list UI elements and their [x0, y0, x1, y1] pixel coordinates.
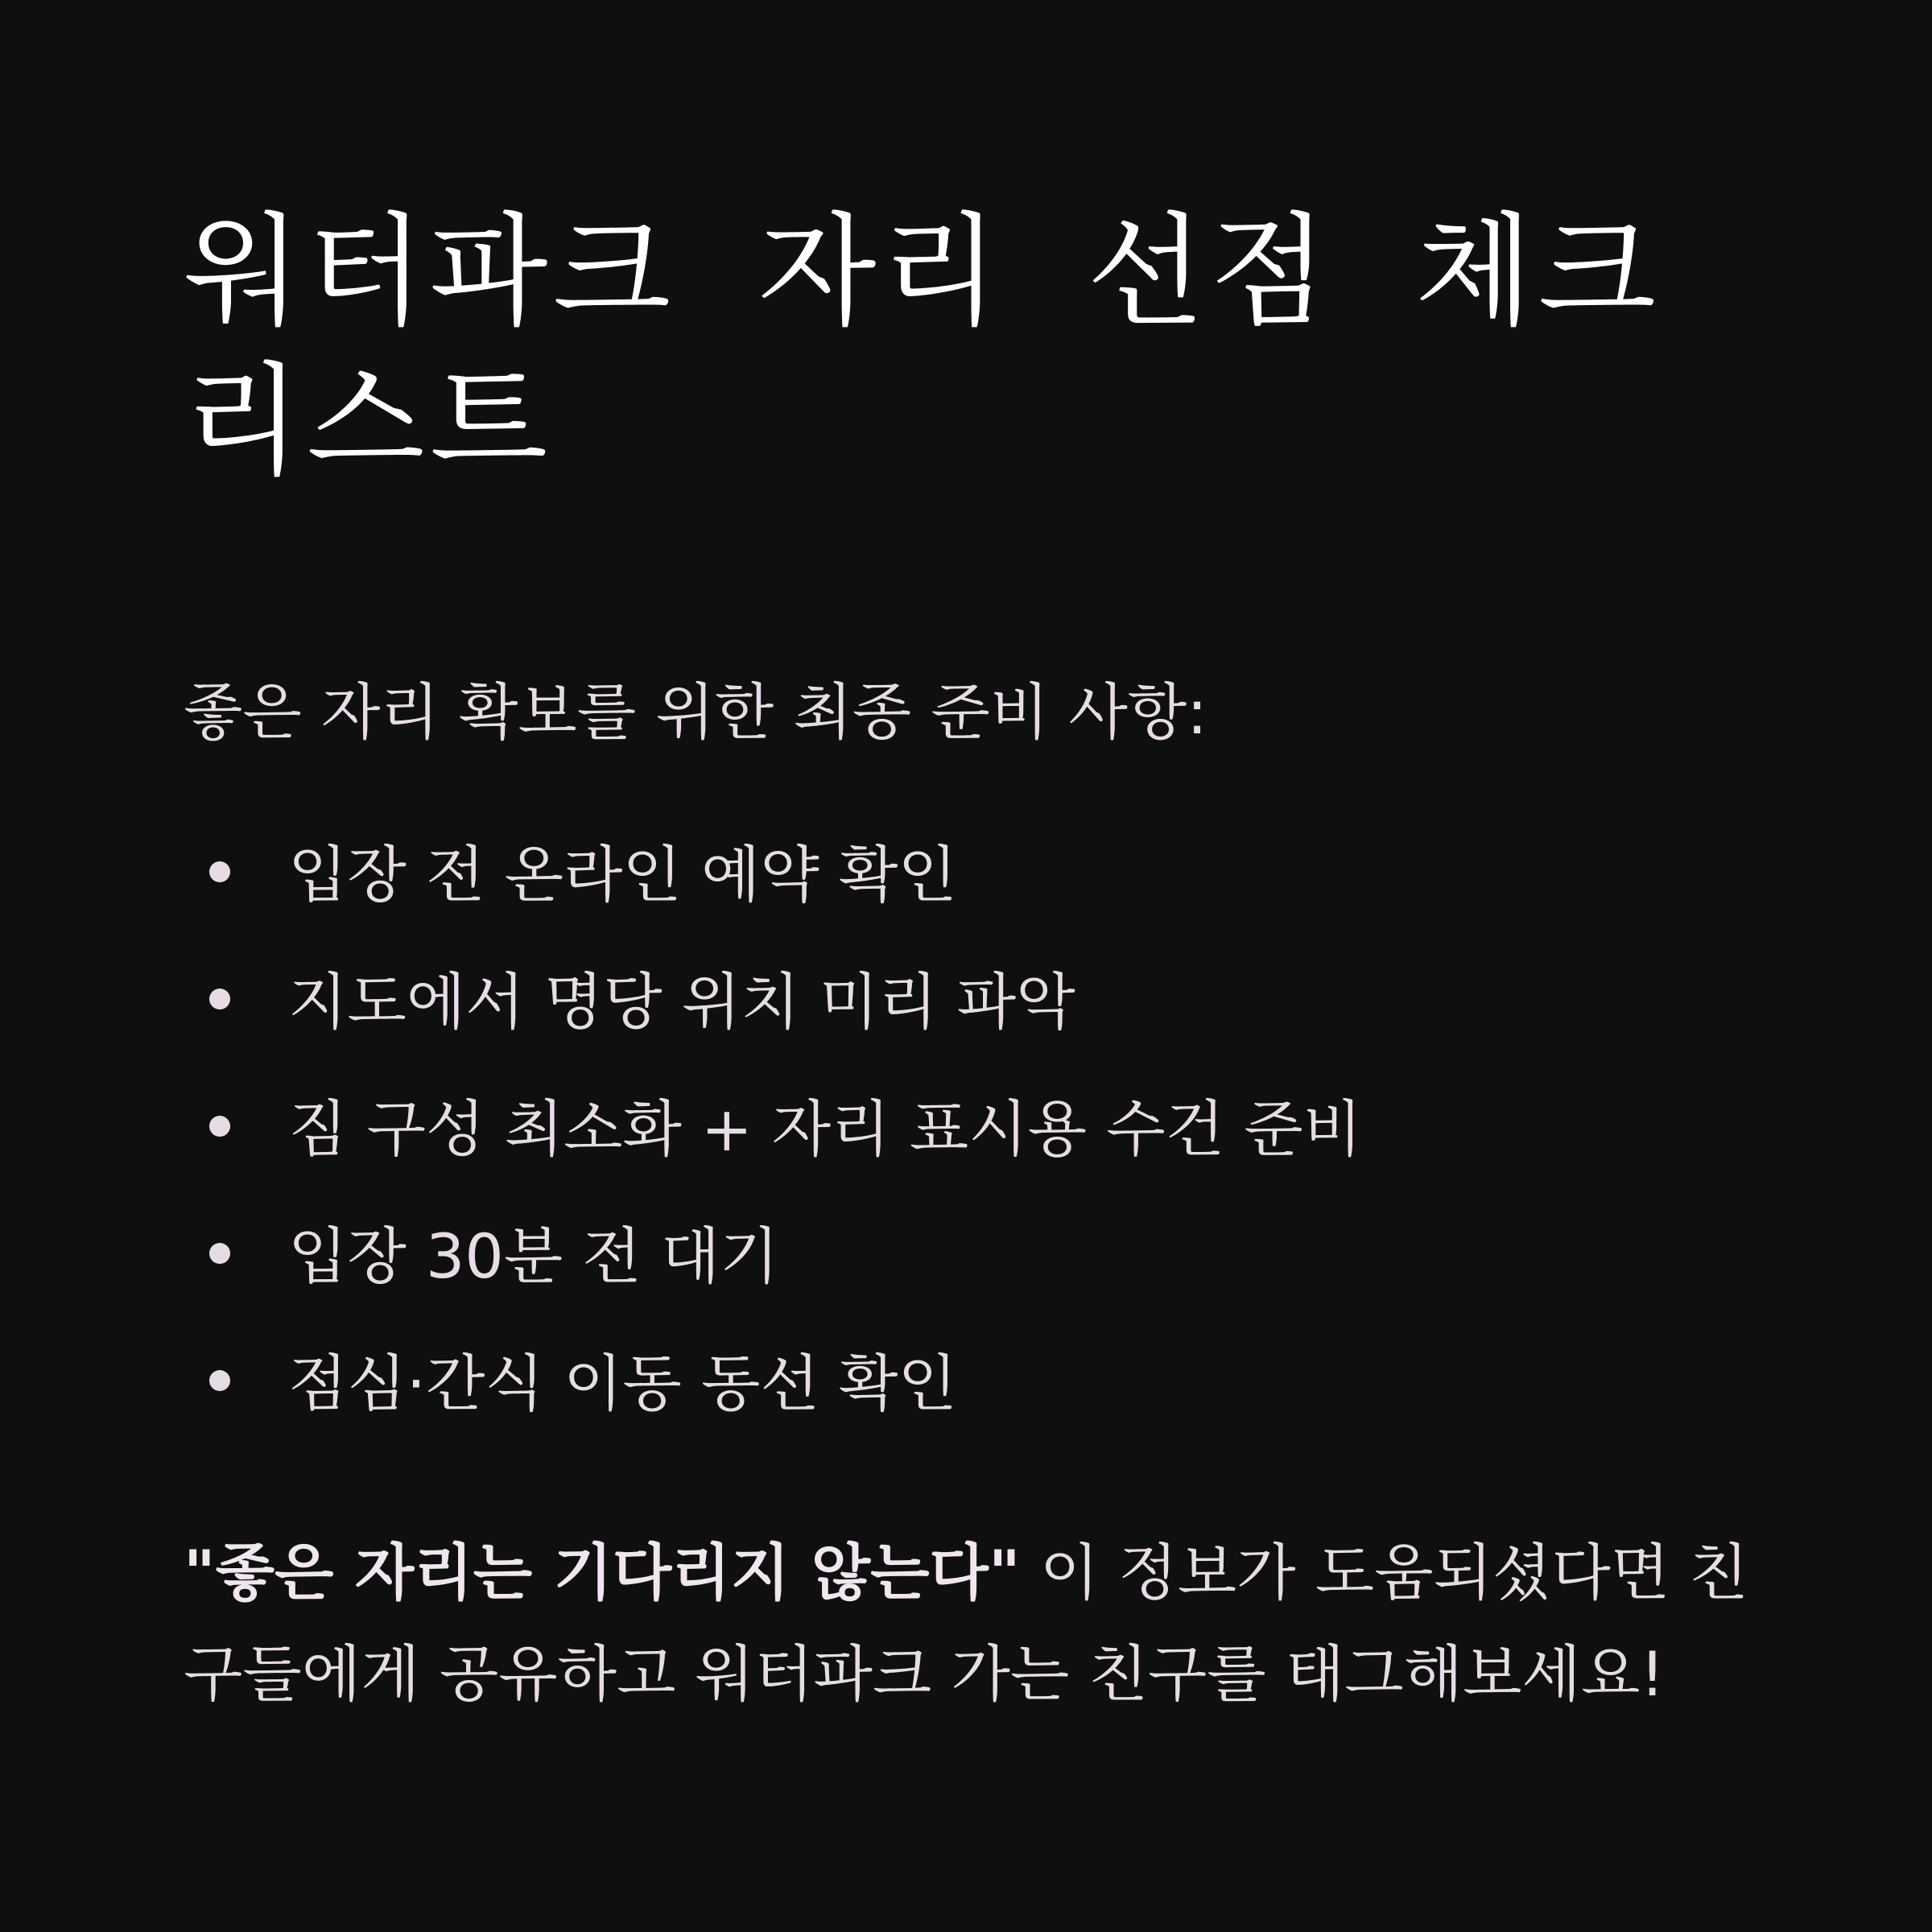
bullet-icon: [209, 1370, 230, 1391]
subtitle: 좋은 자리 확보를 위한 최종 준비 사항:: [184, 676, 1208, 748]
checklist-item: [184, 1187, 1748, 1315]
checklist-item: [184, 806, 1748, 933]
checklist-item-label: 입장 전 온라인 예약 확인: [288, 838, 957, 910]
closing-text: 이 정보가 도움되셨다면 친구들에게 공유하고 워터파크 가는 친구를 태그해보세요!: [184, 1537, 1748, 1710]
bullet-icon: [209, 989, 230, 1009]
bullet-icon: [209, 1243, 230, 1264]
checklist-item-label: 짐 구성 최소화 + 자리 표시용 수건 준비: [288, 1092, 1363, 1165]
page-title: 워터파크 자리 선점 체크리스트: [184, 200, 1662, 493]
checklist-item-label: 입장 30분 전 대기: [288, 1220, 779, 1292]
checklist-item: [184, 933, 1748, 1060]
closing-quote: "좋은 자리는 기다리지 않는다": [184, 1537, 1021, 1608]
checklist-item: [184, 1060, 1748, 1187]
bullet-icon: [209, 861, 230, 882]
checklist: [184, 806, 1748, 1442]
checklist-item: [184, 1315, 1748, 1442]
closing-message: [184, 1522, 1748, 1725]
checklist-item-label: 점심·간식 이동 동선 확인: [288, 1347, 957, 1419]
bullet-icon: [209, 1116, 230, 1137]
checklist-item-label: 지도에서 명당 위치 미리 파악: [288, 965, 1075, 1038]
